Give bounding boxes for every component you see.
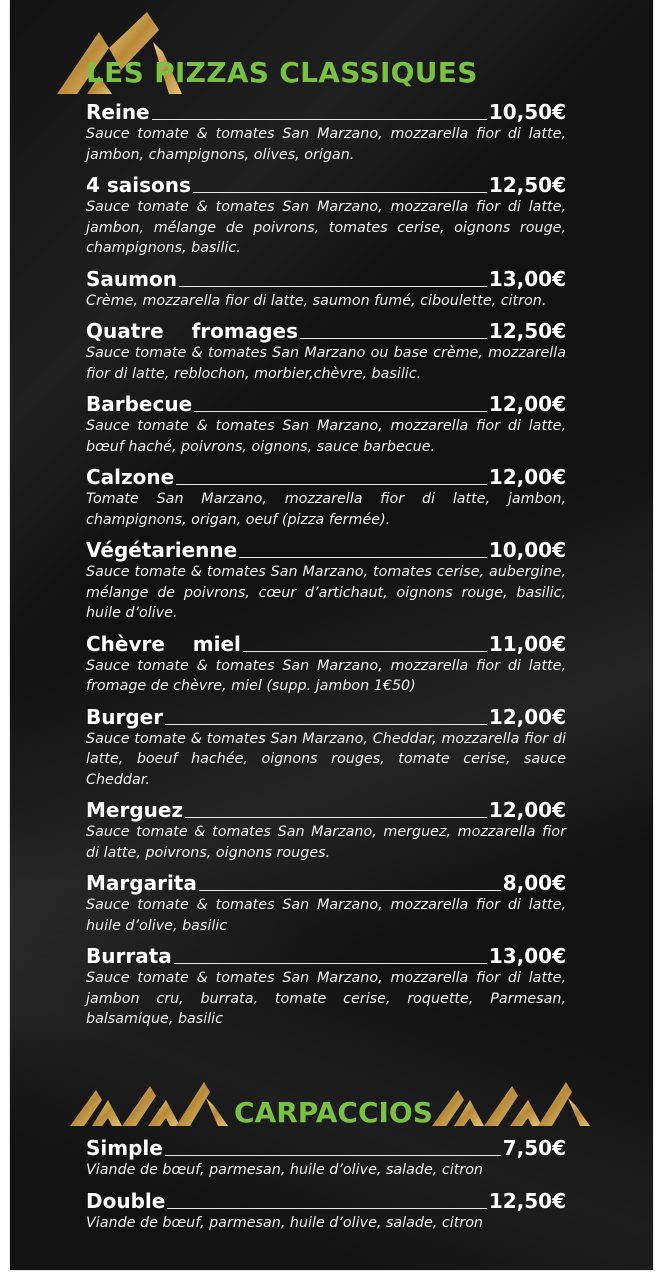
leader-line [243, 650, 487, 652]
leader-line [300, 337, 487, 339]
item-description: Sauce tomate & tomates San Marzano, mozzarella fior di latte, bœuf haché, poivrons, oignons, sauce barbecue. [86, 418, 566, 455]
item-description: Sauce tomate & tomates San Marzano, Cheddar, mozzarella fior di latte, boeuf hachée, oignons rouges, tomate cerise, sauce Cheddar. [86, 730, 566, 788]
item-price: 12,00€ [488, 392, 566, 416]
menu-item [86, 1134, 566, 1181]
menu-item [86, 869, 566, 936]
section-title-carpaccios: CARPACCIOS [234, 1096, 433, 1129]
item-price: 12,50€ [488, 319, 566, 343]
item-price: 10,00€ [488, 538, 566, 562]
item-name: Merguez [86, 798, 184, 822]
leader-line [176, 483, 487, 485]
menu-item [86, 463, 566, 530]
item-name: Margarita [86, 871, 197, 895]
item-description: Viande de bœuf, parmesan, huile d’olive, salade, citron [86, 1214, 483, 1231]
item-price: 13,00€ [488, 944, 566, 968]
item-name: Reine [86, 100, 150, 124]
item-name: Végétarienne [86, 538, 238, 562]
item-name: 4 saisons [86, 173, 191, 197]
item-price: 12,00€ [488, 465, 566, 489]
item-name: Quatre fromages [86, 319, 299, 343]
item-price: 10,50€ [488, 100, 566, 124]
carpaccio-list [86, 1134, 566, 1239]
item-description: Crème, mozzarella fior di latte, saumon fumé, ciboulette, citron. [86, 292, 547, 309]
item-description: Sauce tomate & tomates San Marzano, mozzarella fior di latte, huile d’olive, basilic [86, 897, 566, 934]
leader-line [179, 285, 487, 287]
item-description: Sauce tomate & tomates San Marzano ou base crème, mozzarella fior di latte, reblochon, morbier,chèvre, basilic. [86, 345, 566, 382]
menu-item [86, 796, 566, 863]
menu-item [86, 1187, 566, 1234]
carpaccios-header [70, 1078, 595, 1132]
leader-line [193, 191, 487, 193]
gold-mountains-left-icon [70, 1078, 230, 1128]
menu-item [86, 98, 566, 165]
menu-item [86, 942, 566, 1030]
leader-line [194, 410, 487, 412]
item-description: Sauce tomate & tomates San Marzano, tomates cerise, aubergine, mélange de poivrons, cœur d’artichaut, oignons rouge, basilic, huile d’olive. [86, 564, 566, 621]
menu-item [86, 265, 566, 312]
menu-item [86, 390, 566, 457]
gold-mountains-right-icon [432, 1078, 592, 1128]
item-name: Burrata [86, 944, 172, 968]
item-name: Simple [86, 1136, 163, 1160]
item-name: Burger [86, 704, 164, 729]
item-description: Sauce tomate & tomates San Marzano, mozzarella fior di latte, jambon, champignons, olives, origan. [86, 126, 566, 163]
leader-line [167, 1207, 486, 1209]
menu-item [86, 171, 566, 259]
item-price: 11,00€ [488, 631, 566, 656]
item-price: 12,00€ [488, 798, 566, 822]
item-description: Viande de bœuf, parmesan, huile d’olive, salade, citron [86, 1162, 483, 1178]
item-description: Sauce tomate & tomates San Marzano, mozzarella fior di latte, fromage de chèvre, miel (supp. jambon 1€50) [86, 657, 566, 694]
leader-line [152, 118, 487, 120]
menu-item [86, 703, 566, 791]
leader-line [174, 962, 487, 964]
leader-line [165, 1154, 501, 1156]
leader-line [165, 723, 487, 725]
leader-line [199, 889, 501, 891]
menu-item [86, 317, 566, 384]
item-name: Saumon [86, 266, 177, 291]
item-name: Chèvre miel [86, 631, 241, 656]
item-price: 13,00€ [488, 266, 566, 291]
item-name: Calzone [86, 465, 175, 489]
item-price: 12,50€ [488, 173, 566, 197]
item-name: Double [86, 1188, 166, 1213]
section-title-pizzas: LES PIZZAS CLASSIQUES [86, 56, 478, 89]
menu-item [86, 630, 566, 697]
item-price: 8,00€ [502, 871, 566, 895]
item-name: Barbecue [86, 392, 193, 416]
item-price: 7,50€ [502, 1136, 566, 1160]
menu-item [86, 536, 566, 624]
item-description: Sauce tomate & tomates San Marzano, mozzarella fior di latte, jambon cru, burrata, tomate cerise, roquette, Parmesan, balsamique, basilic [86, 970, 566, 1027]
item-description: Sauce tomate & tomates San Marzano, mozzarella fior di latte, jambon, mélange de poivrons, tomates cerise, oignons rouge, champignons, basilic. [86, 199, 566, 256]
item-description: Sauce tomate & tomates San Marzano, merguez, mozzarella fior di latte, poivrons, oignons rouges. [86, 824, 566, 861]
item-description: Tomate San Marzano, mozzarella fior di latte, jambon, champignons, origan, oeuf (pizza fermée). [86, 491, 566, 528]
pizza-list [86, 98, 566, 1036]
leader-line [239, 556, 487, 558]
leader-line [185, 816, 487, 818]
item-price: 12,50€ [488, 1188, 566, 1213]
item-price: 12,00€ [488, 704, 566, 729]
